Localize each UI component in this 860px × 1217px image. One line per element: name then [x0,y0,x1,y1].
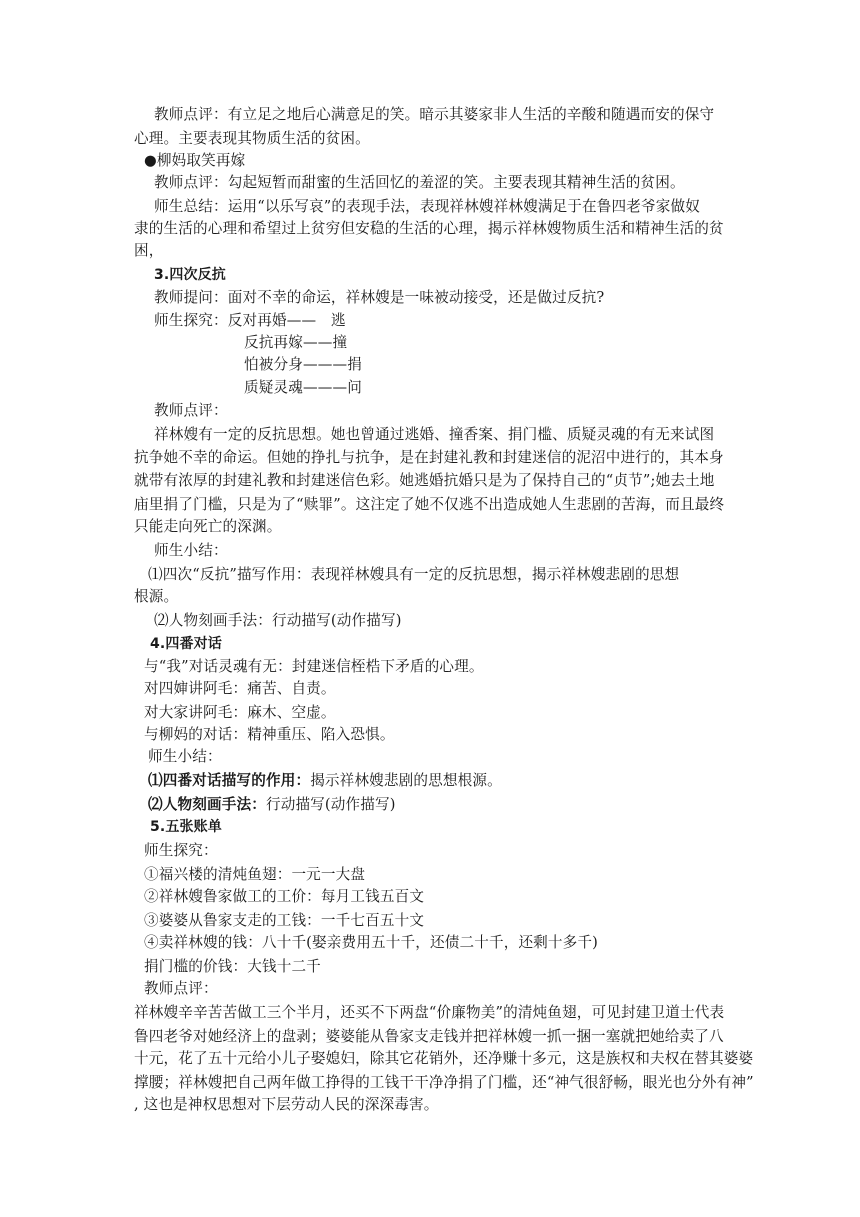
paragraph-line: , 这也是神权思想对下层劳动人民的深深毒害。 [134,1096,439,1113]
summary-text: 行动描写(动作描写) [265,796,396,813]
paragraph-line: 鲁四老爷对她经济上的盘剥；婆婆能从鲁家支走钱并把祥林嫂一抓一捆一塞就把她给卖了八 [134,1028,724,1045]
paragraph-line: 十元，花了五十元给小儿子娶媳妇，除其它花销外，还净赚十多元，这是族权和夫权在替其婆婆 [134,1050,754,1067]
section-heading: 4.四番对话 [150,636,222,652]
list-item: 怕被分身———捐 [244,356,362,373]
paragraph-line: 师生总结：运用“以乐写哀”的表现手法，表现祥林嫂祥林嫂满足于在鲁四老爷家做奴 [154,198,700,215]
paragraph-line: 师生探究： [144,842,218,859]
paragraph-line: 困， [134,242,164,259]
section-heading: 5.五张账单 [150,819,222,835]
paragraph-line: 师生小结： [154,542,228,559]
paragraph-line: 教师点评： [144,980,218,997]
paragraph-line: 撑腰；祥林嫂把自己两年做工挣得的工钱干干净净捐了门槛，还“神气很舒畅，眼光也分外有神” [134,1074,754,1091]
paragraph-line: ⑴四次“反抗”描写作用：表现祥林嫂具有一定的反抗思想，揭示祥林嫂悲剧的思想 [148,566,680,583]
summary-line [148,771,502,791]
paragraph-line: 教师点评：勾起短暂而甜蜜的生活回忆的羞涩的笑。主要表现其精神生活的贫困。 [154,174,685,191]
summary-label: ⑵人物刻画手法： [148,796,266,813]
paragraph-line: 根源。 [134,588,179,605]
paragraph-line: ⑵人物刻画手法：行动描写(动作描写) [154,612,402,629]
section-bullet: ●柳妈取笑再嫁 [144,152,246,169]
paragraph-line: 师生小结： [148,748,222,765]
list-item: 与柳妈的对话：精神重压、陷入恐惧。 [144,726,395,743]
paragraph-line: 教师提问：面对不幸的命运，祥林嫂是一味被动接受，还是做过反抗? [154,289,605,306]
paragraph-line: 只能走向死亡的深渊。 [134,518,282,535]
list-item: ①福兴楼的清炖鱼翅：一元一大盘 [144,866,366,883]
paragraph-line: 隶的生活的心理和希望过上贫穷但安稳的生活的心理，揭示祥林嫂物质生活和精神生活的贫 [134,220,724,237]
paragraph-line: 教师点评： [154,402,228,419]
paragraph-line: 祥林嫂辛辛苦苦做工三个半月，还买不下两盘“价廉物美”的清炖鱼翅，可见封建卫道士代表 [134,1004,725,1021]
list-item: ②祥林嫂鲁家做工的工价：每月工钱五百文 [144,888,425,905]
list-item: ③婆婆从鲁家支走的工钱：一千七百五十文 [144,912,425,929]
section-heading: 3.四次反抗 [154,267,226,283]
paragraph-line: 抗争她不幸的命运。但她的挣扎与抗争，是在封建礼教和封建迷信的泥沼中进行的，其本身 [134,449,724,466]
summary-label: ⑴四番对话描写的作用： [148,772,311,789]
paragraph-line: 教师点评：有立足之地后心满意足的笑。暗示其婆家非人生活的辛酸和随遇而安的保守 [154,106,715,123]
paragraph-line: 就带有浓厚的封建礼教和封建迷信色彩。她逃婚抗婚只是为了保持自己的“贞节”;她去土地 [134,472,715,489]
list-item: 反抗再嫁——撞 [244,334,348,351]
summary-line [148,795,396,815]
list-item: 对四婶讲阿毛：痛苦、自责。 [144,680,336,697]
list-item: 对大家讲阿毛：麻木、空虚。 [144,704,336,721]
list-item: 捐门槛的价钱：大钱十二千 [144,958,321,975]
list-item: 与“我”对话灵魂有无：封建迷信桎梏下矛盾的心理。 [144,658,484,675]
paragraph-line: 师生探究：反对再婚—— 逃 [154,312,346,329]
paragraph-line: 祥林嫂有一定的反抗思想。她也曾通过逃婚、撞香案、捐门槛、质疑灵魂的有无来试图 [154,426,715,443]
list-item: 质疑灵魂———问 [244,379,362,396]
list-item: ④卖祥林嫂的钱：八十千(娶亲费用五十千，还债二十千，还剩十多千) [144,934,599,951]
summary-text: 揭示祥林嫂悲剧的思想根源。 [310,772,502,789]
paragraph-line: 心理。主要表现其物质生活的贫困。 [134,130,370,147]
paragraph-line: 庙里捐了门槛，只是为了“赎罪”。这注定了她不仅逃不出造成她人生悲剧的苦海，而且最终 [134,496,725,513]
